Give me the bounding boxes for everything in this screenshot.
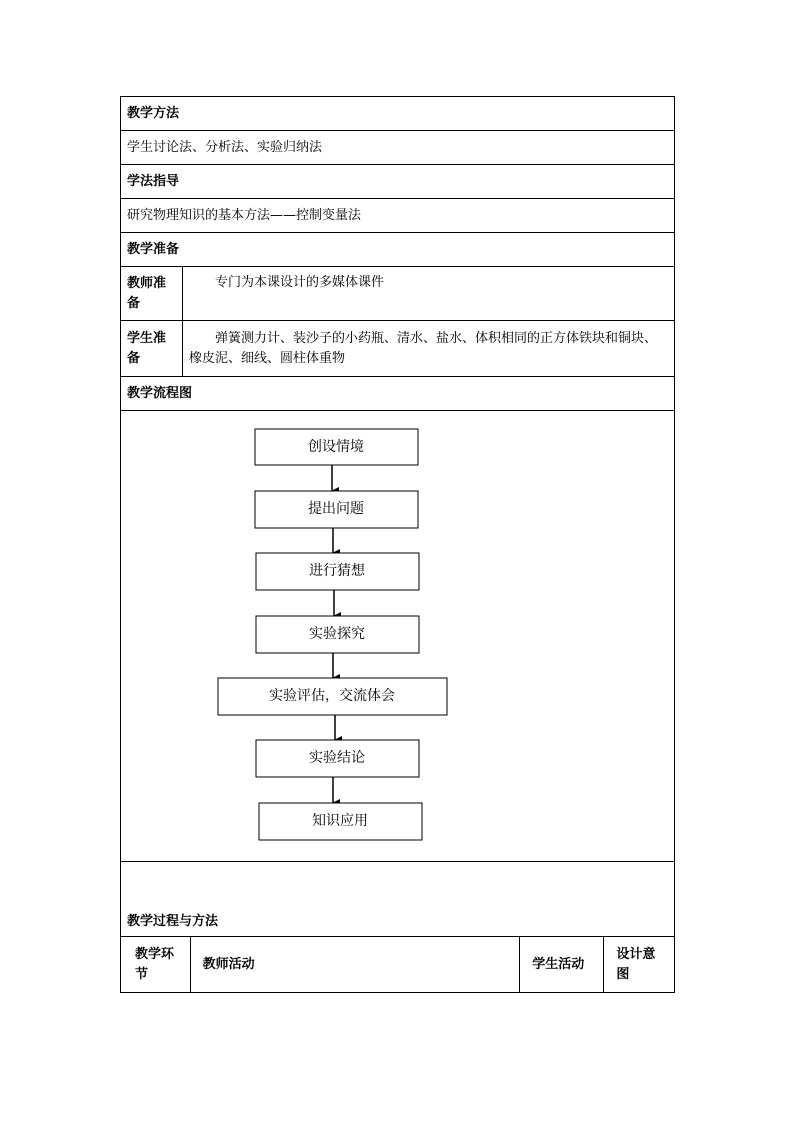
process-columns-cell [121, 937, 675, 993]
flow-step-4-label: 实验探究 [309, 626, 365, 642]
column-header-student-activity: 学生活动 [520, 937, 604, 992]
flow-step-6 [256, 740, 419, 777]
flow-step-3-label: 进行猜想 [309, 563, 365, 579]
student-preparation-row [121, 321, 675, 377]
student-label-line1: 学生准 [127, 330, 167, 346]
teacher-preparation-row [121, 267, 675, 321]
flow-step-1 [255, 429, 418, 465]
flowchart-row [121, 411, 675, 862]
student-preparation-content: 弹簧测力计、装沙子的小药瓶、清水、盐水、体积相同的正方体铁块和铜块、橡皮泥、细线、圆柱体重物 [183, 321, 675, 377]
flowchart-heading: 教学流程图 [121, 377, 675, 411]
process-heading-row [121, 862, 675, 937]
student-label-line2: 备 [127, 350, 141, 366]
study-guidance-heading: 学法指导 [121, 165, 675, 199]
study-guidance-heading-row [121, 165, 675, 199]
teaching-method-row [121, 131, 675, 165]
study-guidance-content: 研究物理知识的基本方法——控制变量法 [121, 199, 675, 233]
column-header-teacher-activity: 教师活动 [190, 937, 520, 992]
flow-step-7-label: 知识应用 [312, 813, 368, 829]
study-guidance-row [121, 199, 675, 233]
process-columns-table [121, 937, 674, 992]
teaching-method-heading: 教学方法 [121, 97, 675, 131]
preparation-heading: 教学准备 [121, 233, 675, 267]
flowchart [121, 411, 673, 861]
teacher-label-line2: 备 [127, 295, 141, 311]
flow-step-1-label: 创设情境 [308, 439, 364, 455]
column-header-design-intent: 设计意图 [616, 946, 656, 982]
flowchart-cell [121, 411, 675, 862]
column-header-stage: 教学环节 [121, 937, 190, 992]
flow-step-5-label: 实验评估，交流体会 [269, 688, 395, 704]
teacher-preparation-content: 专门为本课设计的多媒体课件 [183, 267, 675, 321]
preparation-heading-row [121, 233, 675, 267]
flow-step-3 [256, 553, 419, 590]
flow-step-6-label: 实验结论 [309, 750, 365, 766]
flow-step-5 [218, 678, 447, 715]
teacher-preparation-label [121, 267, 183, 321]
flow-step-2-label: 提出问题 [308, 501, 364, 517]
teacher-label-line1: 教师准 [127, 275, 167, 291]
teaching-method-heading-row [121, 97, 675, 131]
flow-step-2 [255, 491, 418, 528]
flow-step-7 [259, 803, 422, 840]
flowchart-heading-row [121, 377, 675, 411]
process-columns-row [121, 937, 675, 993]
lesson-plan-table [120, 96, 675, 993]
teaching-method-content: 学生讨论法、分析法、实验归纳法 [121, 131, 675, 165]
flow-step-4 [256, 616, 419, 653]
process-heading: 教学过程与方法 [121, 862, 675, 937]
student-preparation-label [121, 321, 183, 377]
